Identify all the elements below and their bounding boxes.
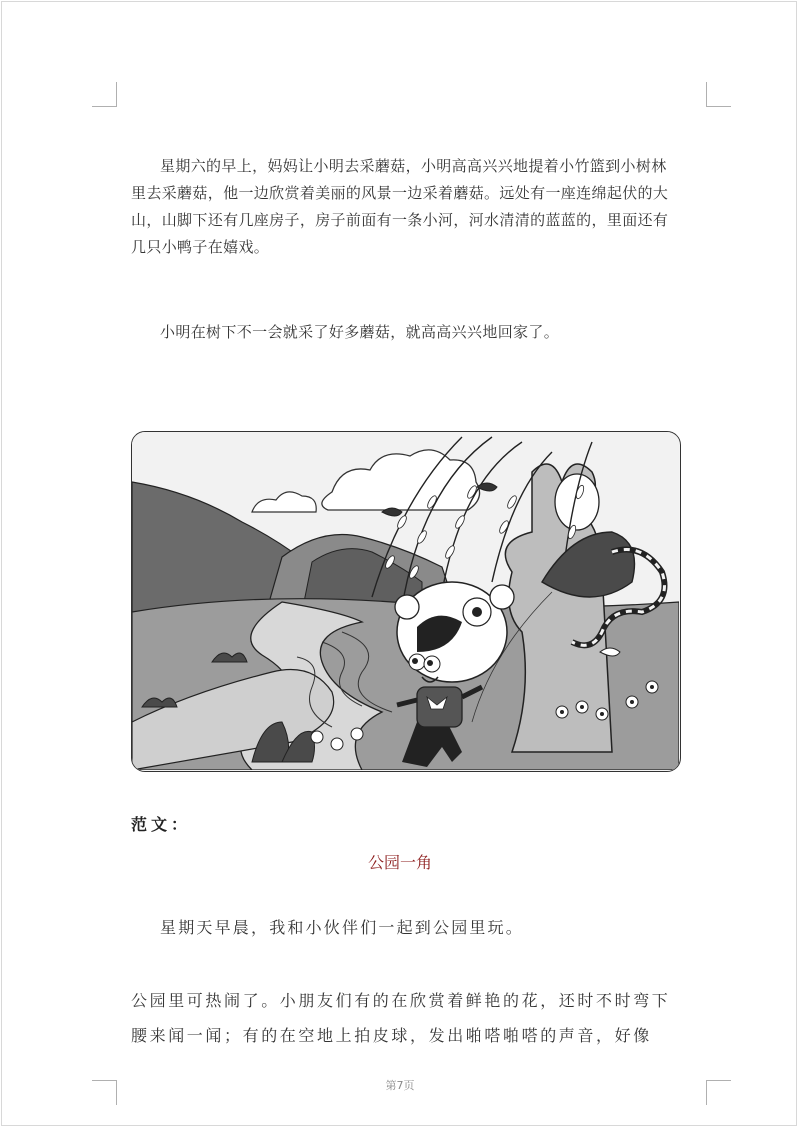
paragraph-2: 小明在树下不一会就采了好多蘑菇，就高高兴兴地回家了。 bbox=[160, 323, 560, 341]
page-number: 第7页 bbox=[385, 1079, 415, 1092]
essay-title: 公园一角 bbox=[367, 853, 432, 872]
illustration-image bbox=[131, 431, 681, 772]
paragraph-1: 星期六的早上，妈妈让小明去采蘑菇，小明高高兴兴地提着小竹篮到小树林里去采蘑菇，他一边欣赏着美丽的风景一边采着蘑菇。远处有一座连绵起伏的大山，山脚下还有几座房子，房子前面有一条小河，河水清清的蓝蓝的，里面还有几只小鸭子在嬉戏。 bbox=[131, 157, 669, 256]
margin-mark-top-right bbox=[706, 82, 731, 107]
margin-mark-top-left bbox=[92, 82, 117, 107]
example-essay-label: 范文： bbox=[131, 815, 192, 834]
essay-paragraph-1: 星期天早晨，我和小伙伴们一起到公园里玩。 bbox=[160, 918, 525, 937]
essay-paragraph-2: 公园里可热闹了。小朋友们有的在欣赏着鲜艳的花，还时不时弯下腰来闻一闻；有的在空地上拍皮球，发出啪嗒啪嗒的声音，好像 bbox=[131, 991, 671, 1045]
